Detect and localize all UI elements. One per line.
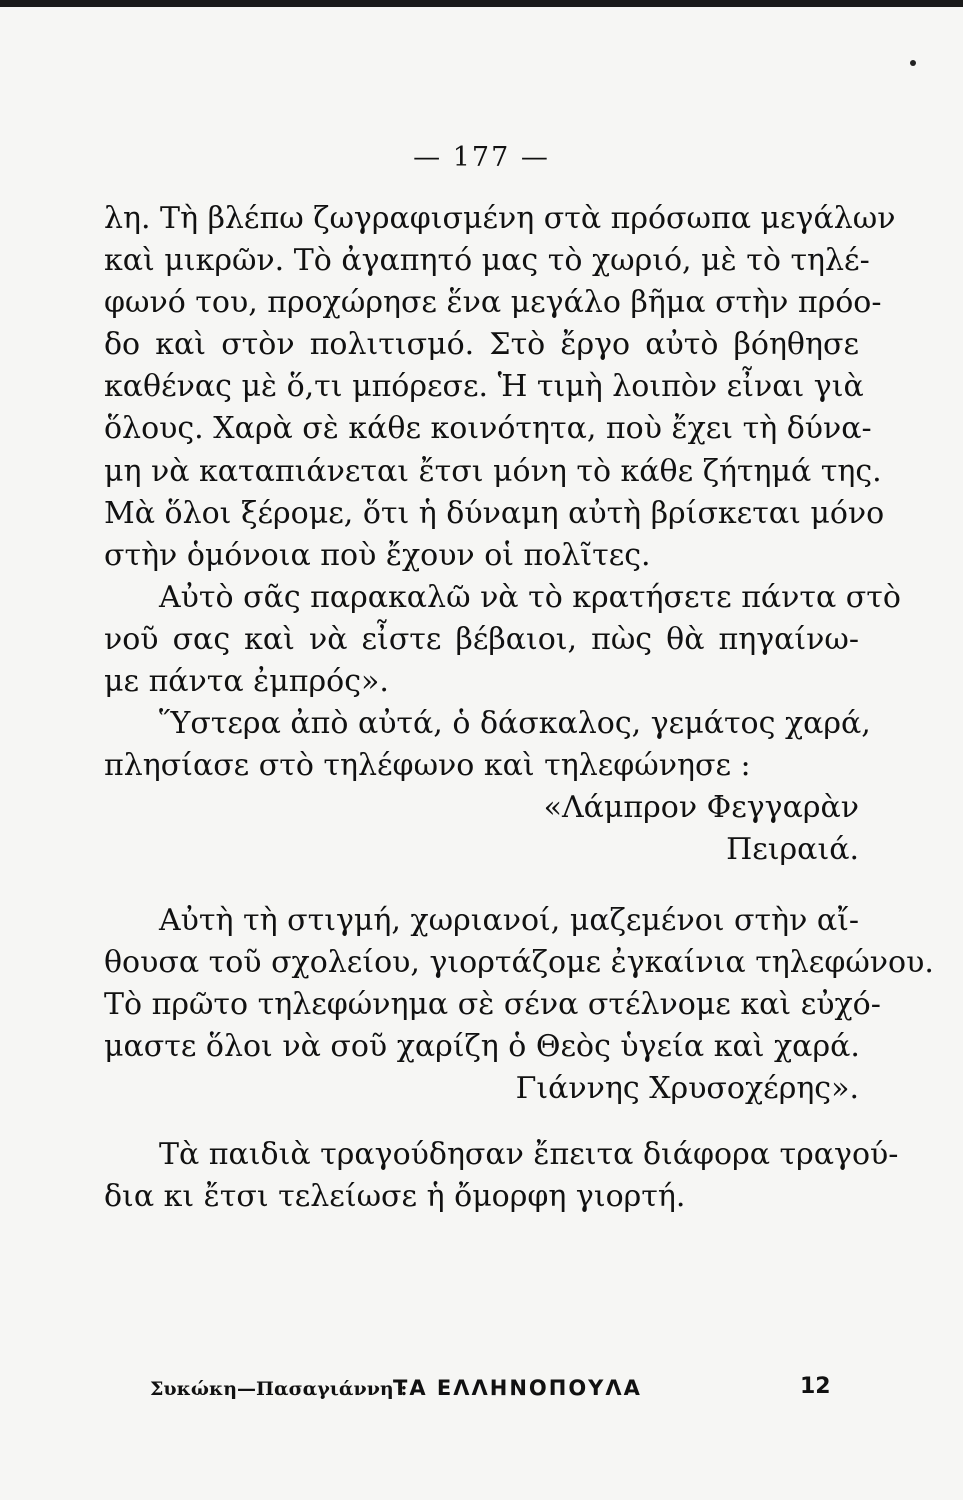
spacer xyxy=(104,872,859,900)
text-line: μαστε ὅλοι νὰ σοῦ χαρίζη ὁ Θεὸς ὑγεία καὶ χαρά. xyxy=(104,1028,860,1064)
text-line: Τὰ παιδιὰ τραγούδησαν ἔπειτα διάφορα τραγού- xyxy=(159,1136,899,1172)
ink-speck xyxy=(910,60,916,66)
top-edge-rule xyxy=(0,0,963,7)
text-line: πλησίασε στὸ τηλέφωνο καὶ τηλεφώνησε : xyxy=(104,748,751,784)
text-line: φωνό του, προχώρησε ἕνα μεγάλο βῆμα στὴν πρόο- xyxy=(104,285,882,321)
text-line: με πάντα ἐμπρός». xyxy=(104,664,389,700)
body-text xyxy=(104,198,934,1218)
paragraph-group-main xyxy=(104,198,901,872)
text-line: «Λάμπρον Φεγγαρὰν xyxy=(543,790,859,826)
page-footer xyxy=(0,1374,963,1408)
footer-book-title: ΤΑ ΕΛΛΗΝΟΠΟΥΛΑ xyxy=(393,1376,642,1400)
text-line: Γιάννης Χρυσοχέρης». xyxy=(515,1070,859,1106)
text-line: Τὸ πρῶτο τηλεφώνημα σὲ σένα στέλνομε καὶ εὐχό- xyxy=(104,986,881,1022)
text-line: λη. Τὴ βλέπω ζωγραφισμένη στὰ πρόσωπα μεγάλων xyxy=(104,201,896,236)
text-line: στὴν ὁμόνοια ποὺ ἔχουν οἱ πολῖτες. xyxy=(104,537,651,573)
text-line: Πειραιά. xyxy=(726,832,859,868)
text-line: καὶ μικρῶν. Τὸ ἀγαπητό μας τὸ χωριό, μὲ τὸ τηλέ- xyxy=(104,243,870,279)
closing-paragraph xyxy=(104,1134,899,1218)
page-number: — 177 — xyxy=(413,142,550,173)
text-line: καθένας μὲ ὅ,τι μπόρεσε. Ἡ τιμὴ λοιπὸν εἶναι γιὰ xyxy=(104,369,864,405)
text-line: νοῦ σας καὶ νὰ εἶστε βέβαιοι, πὼς θὰ πηγαίνω- xyxy=(104,621,859,657)
footer-sheet-number: 12 xyxy=(800,1374,831,1399)
footer-authors: Συκώκη—Πασαγιάννη : xyxy=(150,1378,408,1400)
text-line: Μὰ ὅλοι ξέρομε, ὅτι ἡ δύναμη αὐτὴ βρίσκεται μόνο xyxy=(104,495,885,531)
telegram-message xyxy=(104,900,934,1110)
text-line: δια κι ἔτσι τελείωσε ἡ ὄμορφη γιορτή. xyxy=(104,1179,686,1215)
text-line: θουσα τοῦ σχολείου, γιορτάζομε ἐγκαίνια τηλεφώνου. xyxy=(104,944,934,980)
spacer xyxy=(104,1110,859,1134)
text-line: ὅλους. Χαρὰ σὲ κάθε κοινότητα, ποὺ ἔχει τὴ δύνα- xyxy=(104,411,872,447)
text-line: μη νὰ καταπιάνεται ἔτσι μόνη τὸ κάθε ζήτημά της. xyxy=(104,453,882,489)
text-line: δο καὶ στὸν πολιτισμό. Στὸ ἔργο αὐτὸ βόηθησε xyxy=(104,327,859,363)
text-line: Αὐτὴ τὴ στιγμή, χωριανοί, μαζεμένοι στὴν αἴ- xyxy=(159,902,860,938)
text-line: Αὐτὸ σᾶς παρακαλῶ νὰ τὸ κρατήσετε πάντα στὸ xyxy=(159,579,901,615)
text-line: Ὕστερα ἀπὸ αὐτά, ὁ δάσκαλος, γεμάτος χαρά, xyxy=(159,706,871,742)
